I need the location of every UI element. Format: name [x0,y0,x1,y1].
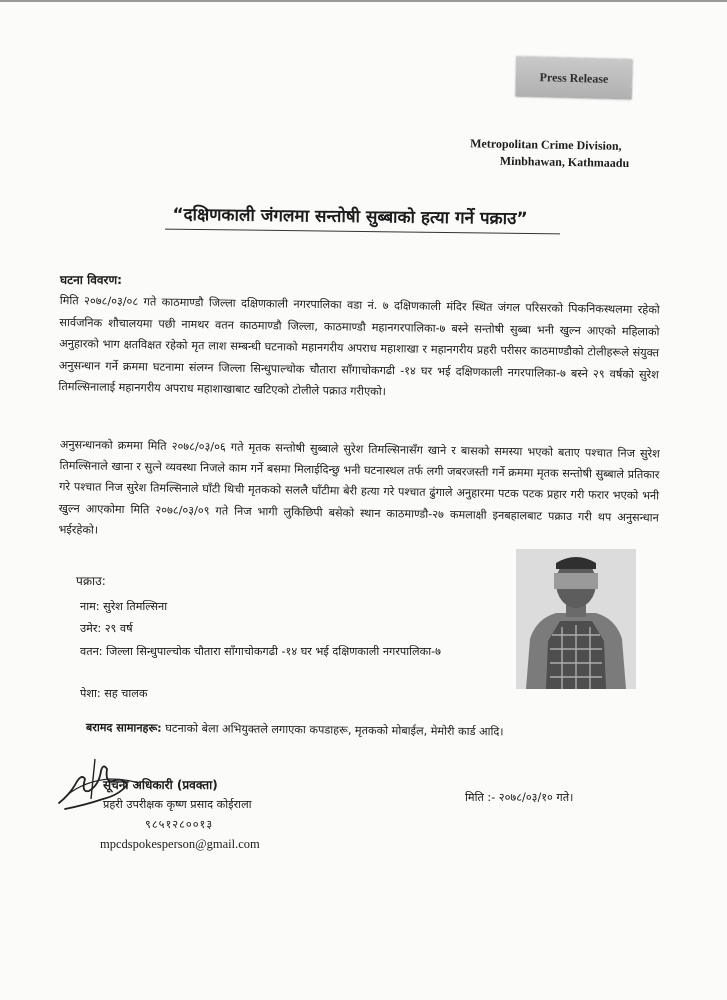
arrested-age-row [80,621,133,636]
scan-edge-line [0,0,727,2]
investigation-paragraph: अनुसन्धानको क्रममा मिति २०७८/०३/०६ गते मृतक सन्तोषी सुब्बाले सुरेश तिमल्सिनासँग खाने र बासको समस्या भएको बताए पश्चात निज सुरेश तिमल्सिनाले खाना र सुत्ने व्यवस्था निजले काम गर्ने बसमा मिलाईदिन्छु भनी घटनास्थल तर्फ लगी जबरजस्ती गर्ने क्रममा मृतक सन्तोषी सुब्बाले प्रतिकार गरे पश्चात निज सुरेश तिमल्सिनाले घाँटी थिची मृतकको सललै घाँटीमा बेरी हत्या गरे पश्चात ढुंगाले अनुहारमा पटक पटक प्रहार गरी फरार भएको भनी खुल्न आएकोमा मिति २०७८/०३/०९ गते निज भागी लुकिछिपी बसेको स्थान काठमाण्डौ-२७ कमलाक्षी इनबहालबाट पक्राउ गरी थप अनुसन्धान भईरहेको। [58,437,660,537]
organization-location: Minbhawan, Kathmaadu [499,153,630,171]
arrested-occupation-row [80,686,147,701]
arrested-age: २९ वर्ष [104,622,133,635]
suspect-photo-image [516,549,636,689]
arrested-label: पक्राउ: [76,574,106,588]
incident-paragraph: मिति २०७८/०३/०८ गते काठमाण्डौ जिल्ला दक्षिणकाली नगरपालिका वडा नं. ७ दक्षिणकाली मंदिर स्थित जंगल परिसरको पिकनिकस्थलमा रहेको सार्वजनिक शौचालयमा पछी नामथर वतन काठमाण्डौ जिल्ला, काठमाण्डौ महानगरपालिका-७ बस्ने सन्तोषी सुब्बा भनी खुल्न आएको महिलाको अनुहारको भाग क्षतविक्षत रहेको मृत लाश सम्बन्धी घटनाको महानगरीय अपराध महाशाखा र महानगरीय प्रहरी परीसर काठमाण्डौको टोलीहरूले संयुक्त अनुसन्धान गर्ने क्रममा घटनामा संलग्न जिल्ला सिन्धुपाल्चोक चौतारा साँगाचोकगढी -१४ घर भई दक्षिणकाली नगरपालिका-७ बस्ने २९ वर्षको सुरेश तिमल्सिनालाई महानगरीय अपराध महाशाखाबाट खटिएको टोलीले पक्राउ गरीएको। [58,293,660,399]
headline-underline [165,229,560,235]
age-label: उमेर: [80,622,102,635]
organization-name: Metropolitan Crime Division, [470,136,622,153]
occupation-label: पेशा: [80,687,101,700]
spokesperson-title: सूचना अधिकारी (प्रवक्ता) [103,778,218,792]
release-date: मिति :- २०७८/०३/१० गते। [465,791,574,804]
suspect-photo [516,549,636,689]
arrested-address-row [80,641,500,663]
recovered-label: बरामद सामानहरू: [85,720,162,735]
recovered-text: घटनाको बेला अभियुक्तले लगाएका कपडाहरू, मृतकको मोबाईल, मेमोरी कार्ड आदि। [165,721,504,739]
arrested-address: जिल्ला सिन्धुपाल्चोक चौतारा साँगाचोकगढी -१४ घर भई दक्षिणकाली नगरपालिका-७ [106,645,441,658]
arrested-name-row [80,599,167,614]
recovered-items [86,720,646,741]
headline: “दक्षिणकाली जंगलमा सन्तोषी सुब्बाको हत्या गर्ने पक्राउ” [172,204,528,230]
arrested-occupation: सह चालक [104,687,148,700]
spokesperson-phone: ९८५१२८००१३ [145,818,214,831]
name-label: नाम: [80,600,100,613]
arrested-name: सुरेश तिमल्सिना [103,600,168,613]
spokesperson-email: mpcdspokesperson@gmail.com [100,837,260,851]
address-label: वतन: [80,645,103,658]
incident-label: घटना विवरण: [60,273,122,287]
spokesperson-name: प्रहरी उपरीक्षक कृष्ण प्रसाद कोईराला [103,798,252,811]
press-release-badge [515,56,632,99]
press-release-label: Press Release [539,70,609,86]
organization-address [470,135,671,172]
